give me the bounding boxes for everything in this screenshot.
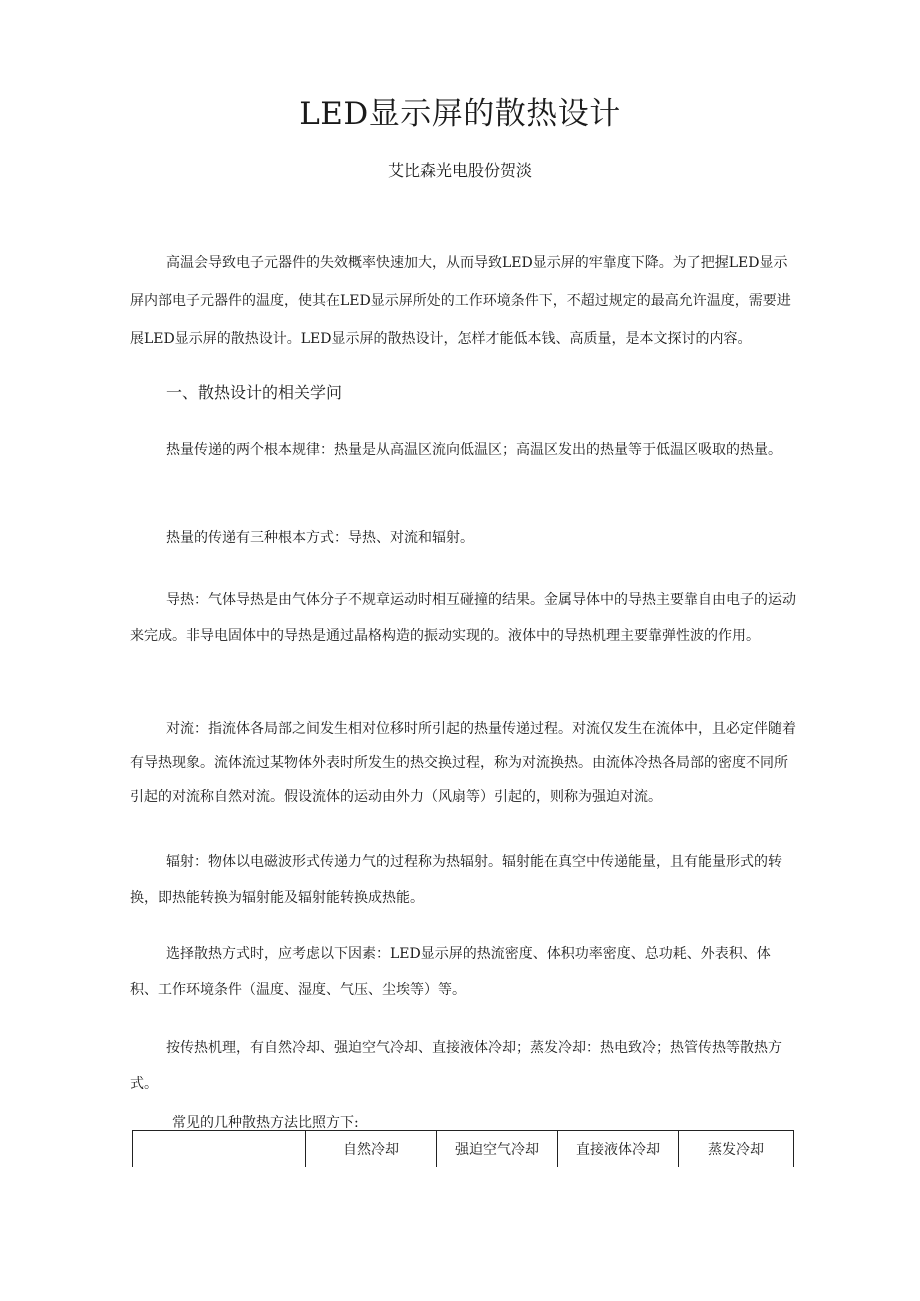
table-header-cell: 蒸发冷却 (679, 1131, 794, 1168)
document-author: 艾比森光电股份贺淡 (387, 161, 532, 180)
intro-paragraph: 高温会导致电子元器件的失效概率快速加大，从而导致LED显示屏的牢靠度下降。为了把握LED显示屏内部电子元器件的温度，使其在LED显示屏所处的工作环境条件下，不超过规定的最高允许温度，需要进展LED显示屏的散热设计。LED显示屏的散热设计，怎样才能低本钱、高质量，是本文探讨的内容。 (130, 255, 791, 347)
table-header-cell (133, 1131, 306, 1168)
table-header-row (133, 1131, 794, 1168)
radiation-paragraph: 辐射：物体以电磁波形式传递力气的过程称为热辐射。辐射能在真空中传递能量，且有能量形式的转换，即热能转换为辐射能及辐射能转换成热能。 (130, 854, 782, 906)
conduction-paragraph: 导热：气体导热是由气体分子不规章运动时相互碰撞的结果。金属导体中的导热主要靠自由电子的运动来完成。非导电固体中的导热是通过晶格构造的振动实现的。液体中的导热机理主要靠弹性波的作用。 (130, 592, 796, 644)
heat-law-paragraph: 热量传递的两个根本规律：热量是从高温区流向低温区；高温区发出的热量等于低温区吸取的热量。 (166, 442, 782, 458)
heat-modes-paragraph: 热量的传递有三种根本方式：导热、对流和辐射。 (166, 530, 474, 546)
table-caption: 常见的几种散热方法比照方下: (172, 1115, 359, 1131)
mechanisms-paragraph: 按传热机理，有自然冷却、强迫空气冷却、直接液体冷却；蒸发冷却：热电致冷；热管传热等散热方式。 (130, 1040, 782, 1092)
table-header-cell: 自然冷却 (306, 1131, 437, 1168)
cooling-comparison-table (132, 1130, 794, 1167)
convection-paragraph: 对流：指流体各局部之间发生相对位移时所引起的热量传递过程。对流仅发生在流体中，且必定伴随着有导热现象。流体流过某物体外表时所发生的热交换过程，称为对流换热。由流体冷热各局部的密度不同所引起的对流称自然对流。假设流体的运动由外力（风扇等）引起的，则称为强迫对流。 (130, 721, 796, 805)
section-heading: 一、散热设计的相关学问 (166, 383, 343, 402)
table-header-cell: 直接液体冷却 (558, 1131, 679, 1168)
document-title: LED显示屏的散热设计 (299, 96, 621, 132)
table-header-cell: 强迫空气冷却 (437, 1131, 558, 1168)
factors-paragraph: 选择散热方式时，应考虑以下因素：LED显示屏的热流密度、体积功率密度、总功耗、外表积、体积、工作环境条件（温度、湿度、气压、尘埃等）等。 (130, 946, 771, 998)
